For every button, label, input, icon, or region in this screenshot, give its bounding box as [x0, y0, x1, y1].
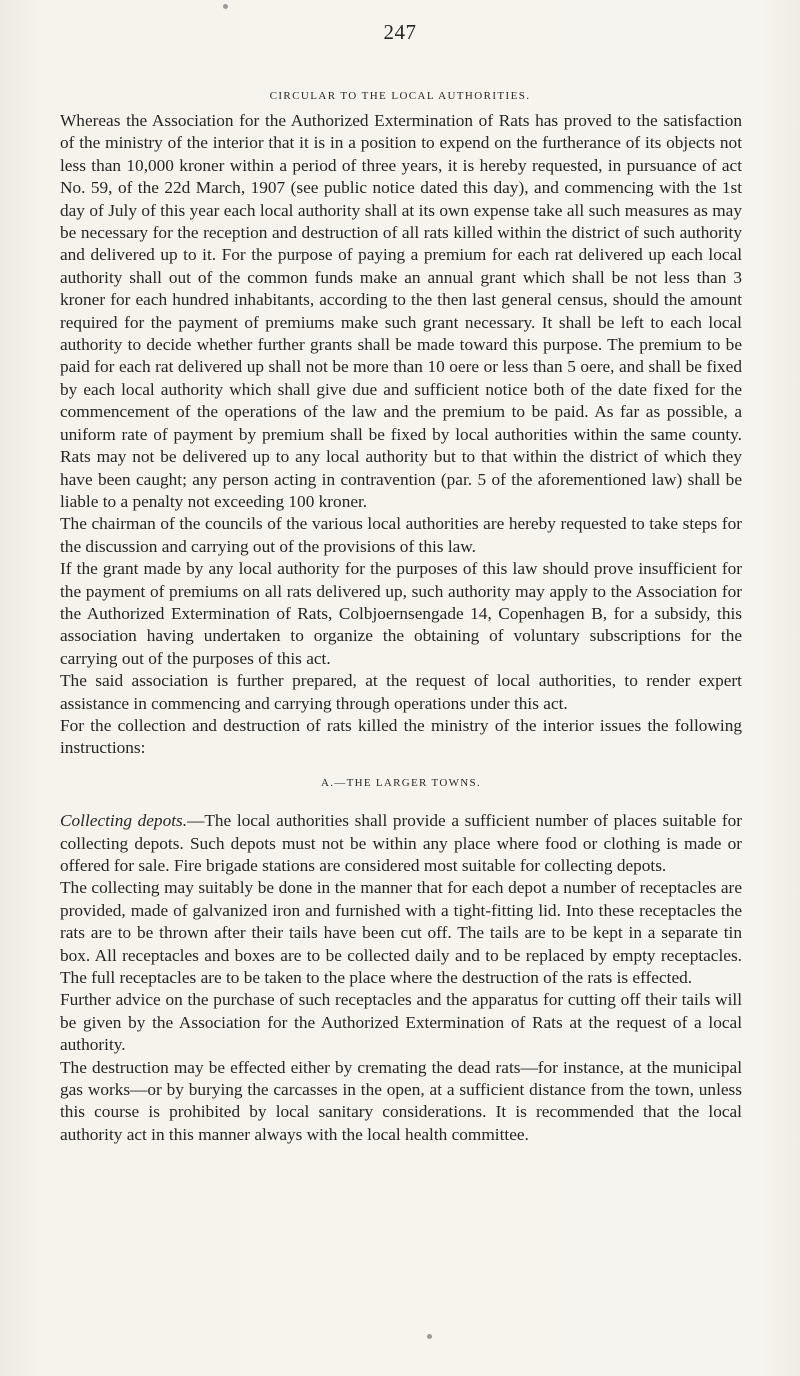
- paragraph-grant-insufficient: If the grant made by any local authority for the purposes of this law should prove insufficient for the payment of premiums on all rats delivered up, such authority may apply to the Association for the Authorized Extermination of Rats, Colbjoernsengade 14, Copenhagen B, for a subsidy, this association having undertaken to organize the obtaining of voluntary subscriptions for the carrying out of the purposes of this act.: [60, 559, 742, 668]
- body-text: [60, 110, 742, 1146]
- ink-speck: [427, 1334, 432, 1339]
- paragraph-expert-assistance: The said association is further prepared, at the request of local authorities, to render expert assistance in commencing and carrying through operations under this act.: [60, 671, 742, 713]
- paragraph-lead-text: —The local authorities shall provide a sufficient number of places suitable for collecting depots. Such depots must not be within any place where food or clothing is made or offered for sale. Fire brigade stations are considered most suitable for collecting depots.: [60, 811, 742, 875]
- page-number: 247: [383, 20, 417, 44]
- paragraph-whereas: Whereas the Association for the Authorized Extermination of Rats has proved to the satisfaction of the ministry of the interior that it is in a position to expend on the furtherance of its objects not less than 10,000 kroner within a period of three years, it is hereby requested, in pursuance of act No. 59, of the 22d March, 1907 (see public notice dated this day), and commencing with the 1st day of July of this year each local authority shall at its own expense take all such measures as may be necessary for the reception and destruction of all rats killed within the district of such authority and delivered up to it. For the purpose of paying a premium for each rat delivered up each local authority shall out of the common funds make an annual grant which shall be not less than 3 kroner for each hundred inhabitants, according to the then last general census, should the amount required for the payment of premiums make such grant necessary. It shall be left to each local authority to decide whether further grants shall be made toward this purpose. The premium to be paid for each rat delivered up shall not be more than 10 oere or less than 5 oere, and shall be fixed by each local authority which shall give due and sufficient notice both of the date fixed for the commencement of the operations of the law and the premium to be paid. As far as possible, a uniform rate of payment by premium shall be fixed by local authorities within the same county. Rats may not be delivered up to any local authority but to that within the district of which they have been caught; any person acting in contravention (par. 5 of the aforementioned law) shall be liable to a penalty not exceeding 100 kroner.: [60, 111, 742, 511]
- paragraph-further-advice: Further advice on the purchase of such receptacles and the apparatus for cutting off their tails will be given by the Association for the Authorized Extermination of Rats at the request of a local authority.: [60, 990, 742, 1055]
- paragraph-collecting-depots: [60, 810, 742, 877]
- running-head: CIRCULAR TO THE LOCAL AUTHORITIES.: [269, 90, 531, 102]
- paragraph-receptacles: The collecting may suitably be done in the manner that for each depot a number of receptacles are provided, made of galvanized iron and furnished with a tight-fitting lid. Into these receptacles the rats are to be thrown after their tails have been cut off. The tails are to be kept in a separate tin box. All receptacles and boxes are to be collected daily and to be replaced by empty receptacles. The full receptacles are to be taken to the place where the destruction of the rats is effected.: [60, 878, 742, 988]
- paragraph-destruction: The destruction may be effected either by cremating the dead rats—for instance, at the municipal gas works—or by burying the carcasses in the open, at a sufficient distance from the town, unless this course is prohibited by local sanitary considerations. It is recommended that the local authority act in this manner always with the local health committee.: [60, 1057, 742, 1144]
- paragraph-instructions-intro: For the collection and destruction of rats killed the ministry of the interior issues the following instructions:: [60, 715, 742, 758]
- paragraph-lead-title: Collecting depots.: [60, 811, 188, 831]
- section-heading: A.—THE LARGER TOWNS.: [320, 776, 482, 789]
- ink-speck: [223, 4, 228, 9]
- paragraph-chairman: The chairman of the councils of the various local authorities are hereby requested to take steps for the discussion and carrying out of the provisions of this law.: [60, 514, 742, 556]
